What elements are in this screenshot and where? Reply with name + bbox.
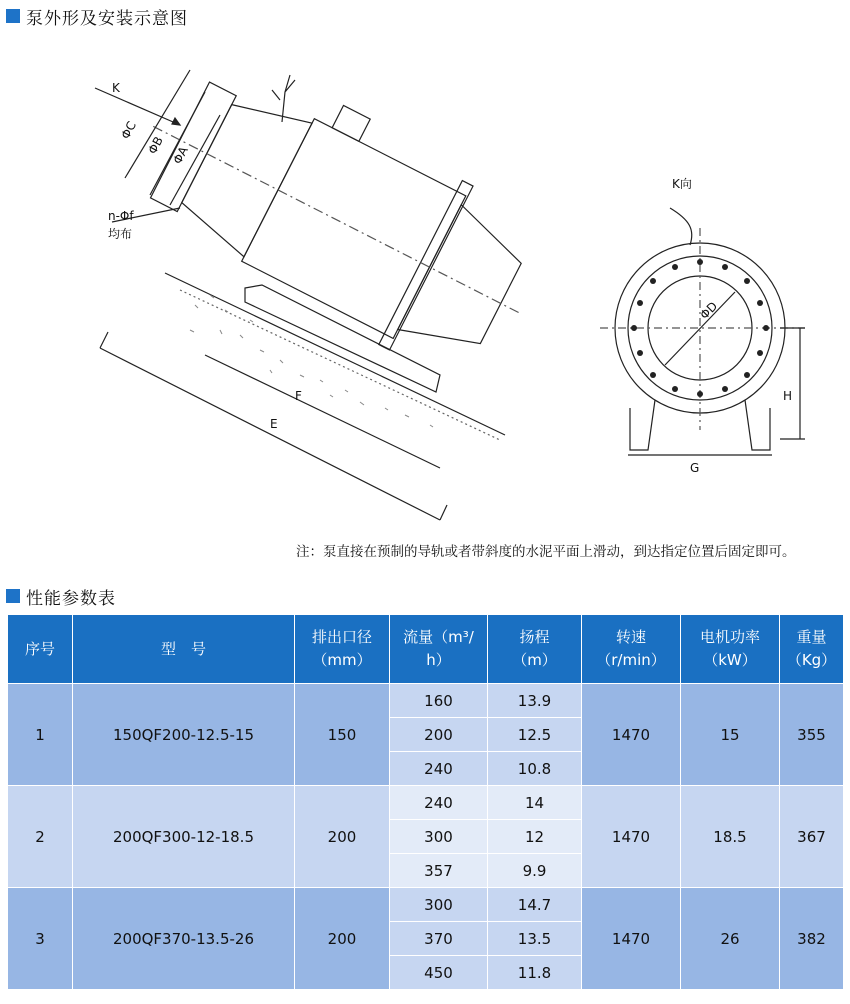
cell-weight: 367 [780,786,844,888]
label-k: K [112,81,120,95]
label-g: G [690,461,700,475]
cell-power: 15 [681,684,780,786]
cell-speed: 1470 [582,888,681,990]
label-phi-a: ΦA [170,144,191,167]
cell-weight: 355 [780,684,844,786]
header-head: 扬程 （m） [488,615,582,684]
cell-head: 11.8 [488,956,582,990]
cell-head: 12 [488,820,582,854]
label-phi-c: ΦC [118,119,140,142]
cell-flow: 240 [390,786,488,820]
label-phi-b: ΦB [145,134,166,157]
performance-table [7,614,844,990]
cell-head: 14 [488,786,582,820]
cable-box [332,105,370,141]
cell-flow: 357 [390,854,488,888]
cell-model: 200QF370-13.5-26 [73,888,295,990]
header-power: 电机功率 （kW） [681,615,780,684]
cell-speed: 1470 [582,684,681,786]
table-row [8,786,844,820]
cell-outlet: 200 [295,888,390,990]
cell-head: 13.9 [488,684,582,718]
cell-no: 2 [8,786,73,888]
k-view-drawing [600,208,805,455]
section-marker-icon [6,589,20,603]
cell-no: 3 [8,888,73,990]
section-title-text: 性能参数表 [26,588,116,609]
cell-outlet: 150 [295,684,390,786]
label-even: 均布 [108,227,133,241]
cell-flow: 200 [390,718,488,752]
header-speed: 转速 （r/min） [582,615,681,684]
header-outlet: 排出口径 （mm） [295,615,390,684]
cell-speed: 1470 [582,786,681,888]
cell-head: 13.5 [488,922,582,956]
cell-weight: 382 [780,888,844,990]
cell-power: 26 [681,888,780,990]
table-row [8,888,844,922]
cell-head: 9.9 [488,854,582,888]
section-title-text: 泵外形及安装示意图 [26,8,188,29]
section-title-performance [6,584,116,608]
cell-head: 10.8 [488,752,582,786]
pump-installation-drawing [0,30,850,540]
cell-model: 200QF300-12-18.5 [73,786,295,888]
label-e: E [270,417,278,431]
label-h: H [783,389,793,403]
section-marker-icon [6,9,20,23]
label-f: F [295,389,302,403]
header-flow: 流量（m³/ h） [390,615,488,684]
guide-rail [245,285,440,392]
header-no: 序号 [8,615,73,684]
cell-power: 18.5 [681,786,780,888]
cell-flow: 160 [390,684,488,718]
label-phi-d: ΦD [697,299,721,323]
table-header-row [8,615,844,684]
table-row [8,684,844,718]
cell-flow: 450 [390,956,488,990]
cell-model: 150QF200-12.5-15 [73,684,295,786]
cell-flow: 300 [390,820,488,854]
cell-head: 12.5 [488,718,582,752]
header-model: 型 号 [73,615,295,684]
cell-flow: 370 [390,922,488,956]
label-k-view: K向 [672,177,692,191]
cell-no: 1 [8,684,73,786]
cell-outlet: 200 [295,786,390,888]
cell-flow: 300 [390,888,488,922]
label-n-phi-f: n-Φf [108,209,134,223]
cell-head: 14.7 [488,888,582,922]
section-title-outline [6,4,188,28]
cell-flow: 240 [390,752,488,786]
header-weight: 重量 （Kg） [780,615,844,684]
installation-note: 注：泵直接在预制的导轨或者带斜度的水泥平面上滑动，到达指定位置后固定即可。 [296,544,796,560]
ground-line [165,273,505,435]
